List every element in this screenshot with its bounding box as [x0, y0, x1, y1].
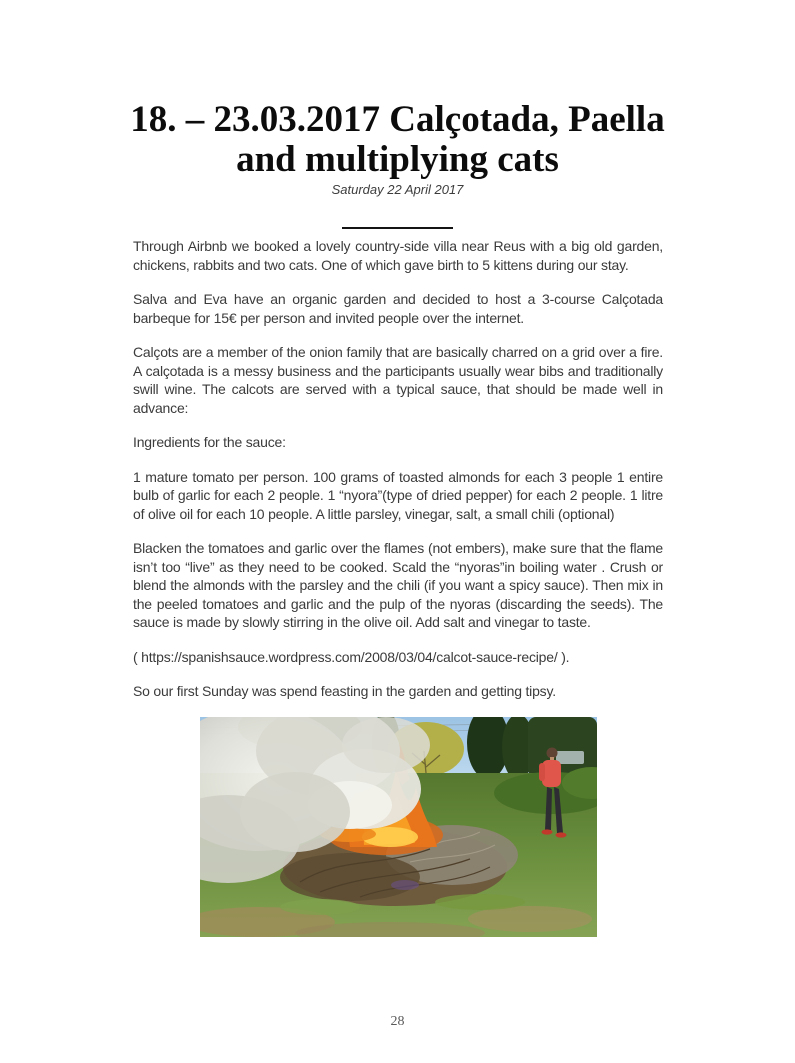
section-divider [342, 227, 453, 229]
para-method: Blacken the tomatoes and garlic over the flames (not embers), make sure that the flame isn’t too “live” as they need to be cooked. Scald the “nyoras”in boiling water . Crush or blend the almonds with the parsley and the chili (if you want a spicy sauce). Then mix in the peeled tomatoes and garlic and the pulp of the nyoras (discarding the seeds). The sauce is made by slowly stirring in the olive oil. Add salt and vinegar to taste. [133, 540, 663, 630]
page-footer [0, 1012, 795, 1030]
page-title [0, 100, 795, 180]
article-body [133, 237, 663, 937]
para-calcots: Calçots are a member of the onion family that are basically charred on a grid over a fire. A calçotada is a messy business and the participants usually wear bibs and traditionally swill wine. The calcots are served with a typical sauce, that should be made well in advance: [133, 344, 663, 416]
para-intro: Through Airbnb we booked a lovely country-side villa near Reus with a big old garden, chickens, rabbits and two cats. One of which gave birth to 5 kittens during our stay. [133, 238, 663, 273]
post-date: Saturday 22 April 2017 [331, 182, 464, 197]
garden-bonfire-photo [200, 717, 597, 937]
title-line-2: and multiplying cats [236, 139, 559, 180]
post-header [0, 0, 795, 229]
page-number: 28 [390, 1014, 405, 1029]
garden-bonfire-illustration [200, 717, 597, 937]
para-closing: So our first Sunday was spend feasting in the garden and getting tipsy. [133, 683, 556, 699]
para-hosts: Salva and Eva have an organic garden and decided to host a 3-course Calçotada barbeque for 15€ per person and invited people over the internet. [133, 291, 663, 326]
para-ingredients: 1 mature tomato per person. 100 grams of toasted almonds for each 3 people 1 entire bulb of garlic for each 2 people. 1 “nyora”(type of dried pepper) for each 2 people. 1 litre of olive oil for each 10 people. A little parsley, vinegar, salt, a small chili (optional) [133, 468, 663, 522]
title-line-1: 18. – 23.03.2017 Calçotada, Paella [130, 99, 665, 140]
para-ingredients-heading: Ingredients for the sauce: [133, 434, 286, 450]
para-source-link: ( https://spanishsauce.wordpress.com/2008/03/04/calcot-sauce-recipe/ ). [133, 648, 570, 665]
